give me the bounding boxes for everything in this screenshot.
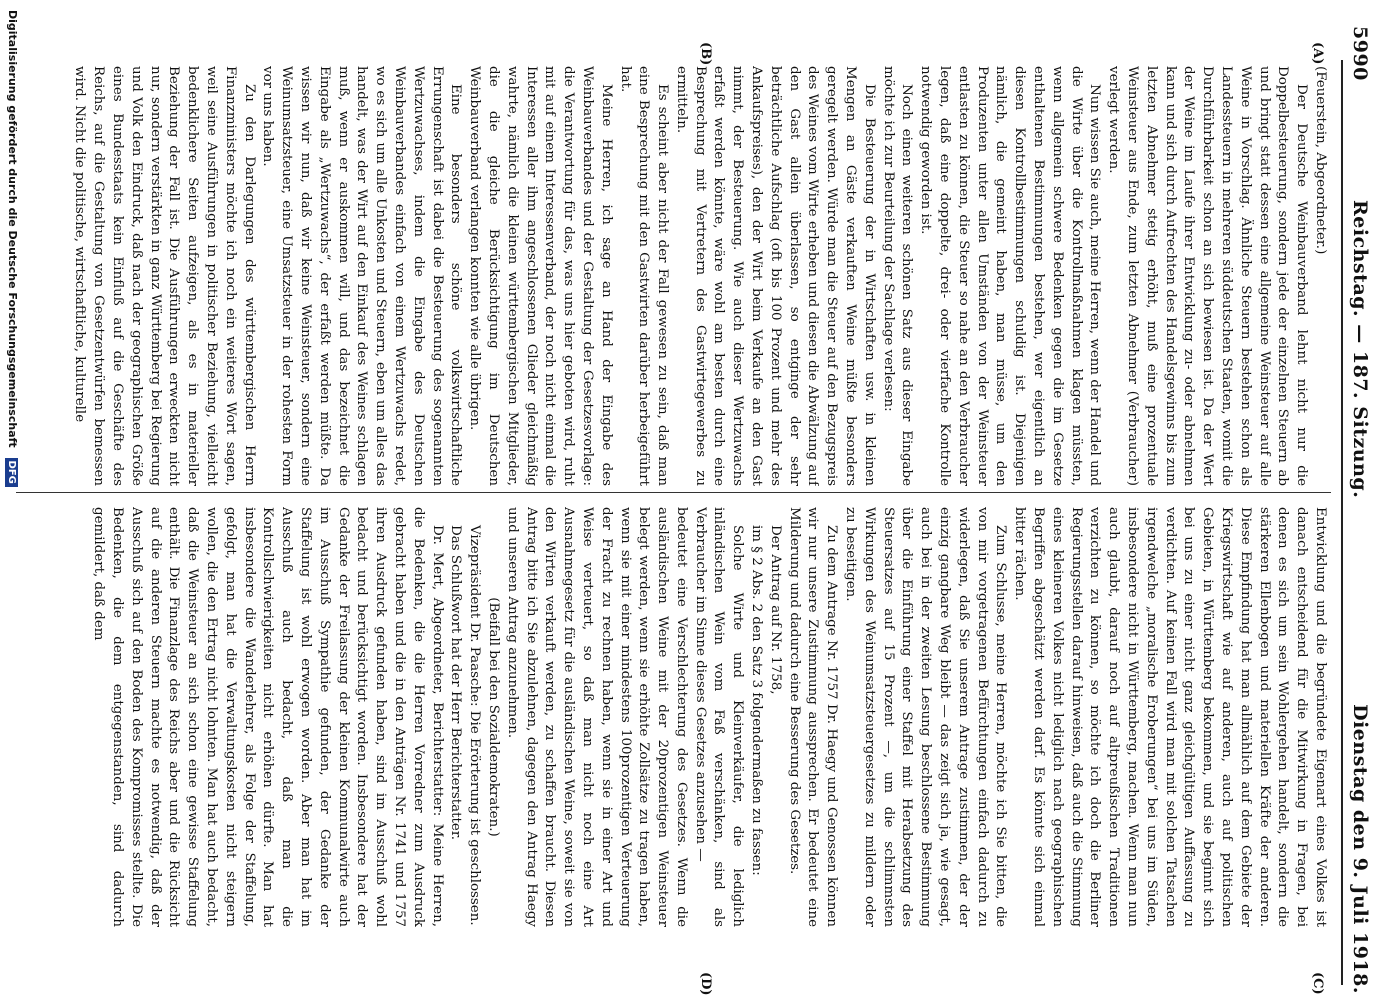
- paragraph: Das Schlußwort hat der Herr Berichterstatter.: [448, 525, 464, 841]
- margin-mark-b: (B): [698, 42, 713, 66]
- header-rule: [1341, 60, 1343, 985]
- paragraph: Nun wissen Sie auch, meine Herren, wenn der Handel und die Wirte über die Kontrollmaßnahmen klagen müssten, wenn allgemein schwere Bedenken gegen die im Gesetze enthaltenen Bestimmungen bestehen, wer eigentlich an diesen Kontrollbestimmungen schuldig ist. Diejenigen nämlich, die gemeint haben, man müsse, um den Produzenten unter allen Umständen von der Weinsteuer entlasten zu können, die Steuer so nahe an den Verbraucher legen, daß eine doppelte, drei- oder vierfache Kontrolle notwendig geworden ist.: [918, 66, 1103, 486]
- margin-mark-a: (A): [1310, 42, 1325, 65]
- column-divider: [16, 492, 1331, 493]
- paragraph: Entwicklung und die begründete Eigenart eines Volkes ist danach entscheidend für die Mitwirkung in Fragen, bei denen es sich um sein Wohlergehen handelt, sondern die stärkeren Ellenbogen und materiellen Kräfte der anderen. Diese Empfindung hat man allmählich auf dem Gebiete der Kriegswirtschaft wie auf anderen, auch auf politischen Gebieten, in Württemberg bekommen, und sie beginnt sich bei uns zu einer nicht ganz gleichgültigen Auffassung zu verdichten. Auf keinen Fall wird man mit solchen Tatsachen irgendwelche „moralische Eroberungen“ bei uns im Süden, insbesondere nicht in Württemberg, machen. Wenn man nun auch glaubt, darauf noch auf altpreußischen Traditionen verzichten zu können, so möchte ich doch die Berliner Regierungsstellen darauf hinweisen, daß auch die Stimmung eines kleineren Volkes nicht lediglich nach geographischen Begriffen abgeschätzt werden darf. Es könnte sich einmal bitter rächen.: [1012, 507, 1328, 927]
- quoted-paragraph: Solche Wirte und Kleinverkäufer, die lediglich inländischen Wein vom Faß verschänken, sind als Verbraucher im Sinne dieses Gesetzes anzusehen —: [692, 507, 746, 927]
- applause-note: (Beifall bei den Sozialdemokraten.): [485, 597, 501, 837]
- margin-mark-d: (D): [698, 972, 713, 996]
- dfg-logo: DFG: [6, 458, 19, 487]
- paragraph: Zu dem Antrage Nr. 1757 Dr. Haegy und Genossen können wir nur unsere Zustimmung aussprechen. Er bedeutet eine Milderung und dadurch eine Besserung des Gesetzes.: [786, 507, 840, 927]
- paragraph: Der Antrag auf Nr. 1758,: [767, 525, 783, 695]
- quoted-paragraph: Die Besteuerung der in Wirtschaften usw. in kleinen Mengen an Gäste verkauften Weine müßte besonders geregelt werden. Würde man die Steuer auf den Bezugspreis des Weines vom Wirte erheben und diesen die Abwälzung auf den Gast allein überlassen, so entginge der sehr beträchtliche Aufschlag (oft bis 100 Prozent und mehr des Ankaufspreises), den der Wirt beim Verkaufe an den Gast nimmt, der Besteuerung. Wie auch dieser Wertzuwachs erfaßt werden könnte, wäre wohl am besten durch eine Besprechung mit Vertretern des Gastwirtegewerbes zu ermitteln.: [673, 66, 877, 486]
- page-number: 5990: [1349, 26, 1371, 81]
- paragraph: im § 2 Abs. 2 den Satz 3 folgendermaßen zu fassen:: [749, 525, 765, 876]
- paragraph: Vizepräsident Dr. Paasche: Die Erörterung ist geschlossen.: [467, 525, 483, 926]
- paragraph: bedeutet eine Verschlechterung des Gesetzes. Wenn die ausländischen Weine mit der 20prozentigen Weinsteuer belegt werden, wenn sie erhöhte Zollsätze zu tragen haben, wenn sie mit einer mindestens 100prozentigen Verteuerung der Fracht zu rechnen haben, wenn sie in einer Art und Weise verteuert, so daß man nicht noch eine Art Ausnahmegesetz für die ausländischen Weine, soweit sie von den Wirten verkauft werden, zu schaffen braucht. Diesen Antrag bitte ich Sie abzulehnen, dagegen den Antrag Haegy und unseren Antrag anzunehmen.: [504, 507, 689, 927]
- left-column: [9, 66, 1329, 486]
- speaker-label: (Feuerstein, Abgeordneter.): [1313, 66, 1328, 255]
- margin-mark-c: (C): [1310, 972, 1325, 995]
- paragraph: Der Deutsche Weinbauverband lehnt nicht nur die Doppelbesteuerung, sondern jede der einzelnen Steuern ab und bringt statt dessen eine allgemeine Weinsteuer auf alle Weine in Vorschlag. Ähnliche Steuern bestehen schon als Landessteuern in mehreren süddeutschen Staaten, womit die Durchführbarkeit schon an sich bewiesen ist. Da der Wert der Weine im Laufe ihrer Entwicklung zu- oder abnehmen kann und sich durch Aufrechten des Handelsgewinns bis zum letzten Abnehmer stetig erhöht, muß eine prozentuale Weinsteuer aus Ende, zum letzten Abnehmer (Verbraucher) verlegt werden.: [1106, 66, 1310, 486]
- page-title: Reichstag. — 187. Sitzung.: [1349, 200, 1371, 499]
- paragraph: Dr. Mert, Abgeordneter, Berichterstatter: Meine Herren, die Bedenken, die die Herren Vorredner zum Ausdruck gebracht haben und die in den Anträgen Nr. 1741 und 1757 ihren Ausdruck gefunden haben, sind im Ausschuß wohl bedacht und berücksichtigt worden. Insbesondere hat der Gedanke der Freilassung der kleinen Kommunalwirte auch im Ausschuß Sympathie gefunden, der Gedanke der Staffelung ist wohl erwogen worden. Aber man hat im Ausschuß auch bedacht, daß man die Kontrollschwierigkeiten nicht erhöhen dürfte. Man hat insbesondere die Wanderlehrer, als Folge der Staffelung, gefolgt, man hat die Verwaltungskosten nicht steigern wollen, die den Ertrag nicht lohnten. Man hat auch bedacht, daß die Weinsteuer an sich schon eine gewisse Staffelung enthält. Die Finanzlage des Reichs aber und die Rücksicht auf die anderen Steuern machte es notwendig, daß der Ausschuß sich auf den Boden des Kompromisses stellte. Die Bedenken, die dem entgegenstanden, sind dadurch gemildert, daß dem: [91, 507, 445, 927]
- digitization-credit: [1, 10, 19, 1000]
- paragraph: Eine besonders schöne volkswirtschaftliche Errungenschaft ist dabei die Besteuerung des sogenannten Wertzuwachses, indem die Eingabe des Deutschen Weinbauverbandes einfach von einem Wertzuwachs redet, wo es sich um alle Unkosten und Steuern, eben um alles das handelt, was der Wirt auf den Einkauf des Weines schlagen muß, wenn er auskommen will, und das bezeichnet die Eingabe als „Wertzuwachs“, der erfaßt werden müßte. Da wissen wir nun, daß wir keine Weinsteuer, sondern eine Weinumsatzsteuer, eine Umsatzsteuer in der rohesten Form vor uns haben.: [260, 66, 464, 486]
- paragraph: Meine Herren, ich sage an Hand der Eingabe des Weinbauverbandes und der Gestaltung der Gesetzesvorlage: die Verantwortung für das, was uns hier geboten wird, ruht mit auf einem Interessenverband, der noch nicht einmal die Interessen aller ihm angeschlossenen Glieder gleichmäßig wahrte, nämlich die kleinen württembergischen Mitglieder, die die gleiche Berücksichtigung im Deutschen Weinbauverband verlangen konnten wie alle übrigen.: [467, 66, 614, 486]
- credit-text: Digitalisierung gefördert durch die Deutsche Forschungsgemeinschaft: [6, 10, 19, 448]
- paragraph: Zu den Darlegungen des württembergischen Herrn Finanzministers möchte ich noch ein weiteres Wort sagen, weil seine Ausführungen in politischer Beziehung, vielleicht bedenklichere Seiten aufzeigen, als es in materieller Beziehung der Fall ist. Die Ausführungen erweckten nicht nur, sondern verstärkten in ganz Württemberg bei Regierung und Volk den Eindruck, daß nach der geographischen Größe eines Bundesstaats kein Einfluß auf die Geschäfte des Reichs, auf die Gestaltung von Gesetzentwürfen bemessen wird. Nicht die politische, wirtschaftliche, kulturelle: [72, 66, 257, 486]
- paragraph: Zum Schlusse, meine Herren, möchte ich Sie bitten, die von mir vorgetragenen Befürchtungen einfach dadurch zu widerlegen, daß Sie unserem Antrage zustimmen, der der einzig gangbare Weg bleibt — das zeigt sich ja, wie gesagt, auch bei in der zweiten Lesung beschlossene Bestimmung über die Einführung einer Staffel mit Herabsetzung des Steuersatzes auf 15 Prozent —, um die schlimmsten Wirkungen des Weinumsatzsteuergesetzes zu mildern oder zu beseitigen.: [843, 507, 1009, 927]
- paragraph: Noch einen weiteren schönen Satz aus dieser Eingabe möchte ich zur Beurteilung der Sachlage verlesen:: [880, 66, 915, 486]
- session-date: Dienstag den 9. Juli 1918.: [1349, 704, 1371, 994]
- right-column: [9, 507, 1329, 927]
- page-header: [1341, 20, 1371, 1000]
- paragraph: Es scheint aber nicht der Fall gewesen zu sein, daß man eine Besprechung mit den Gastwirten darüber herbeigeführt hat.: [617, 66, 671, 486]
